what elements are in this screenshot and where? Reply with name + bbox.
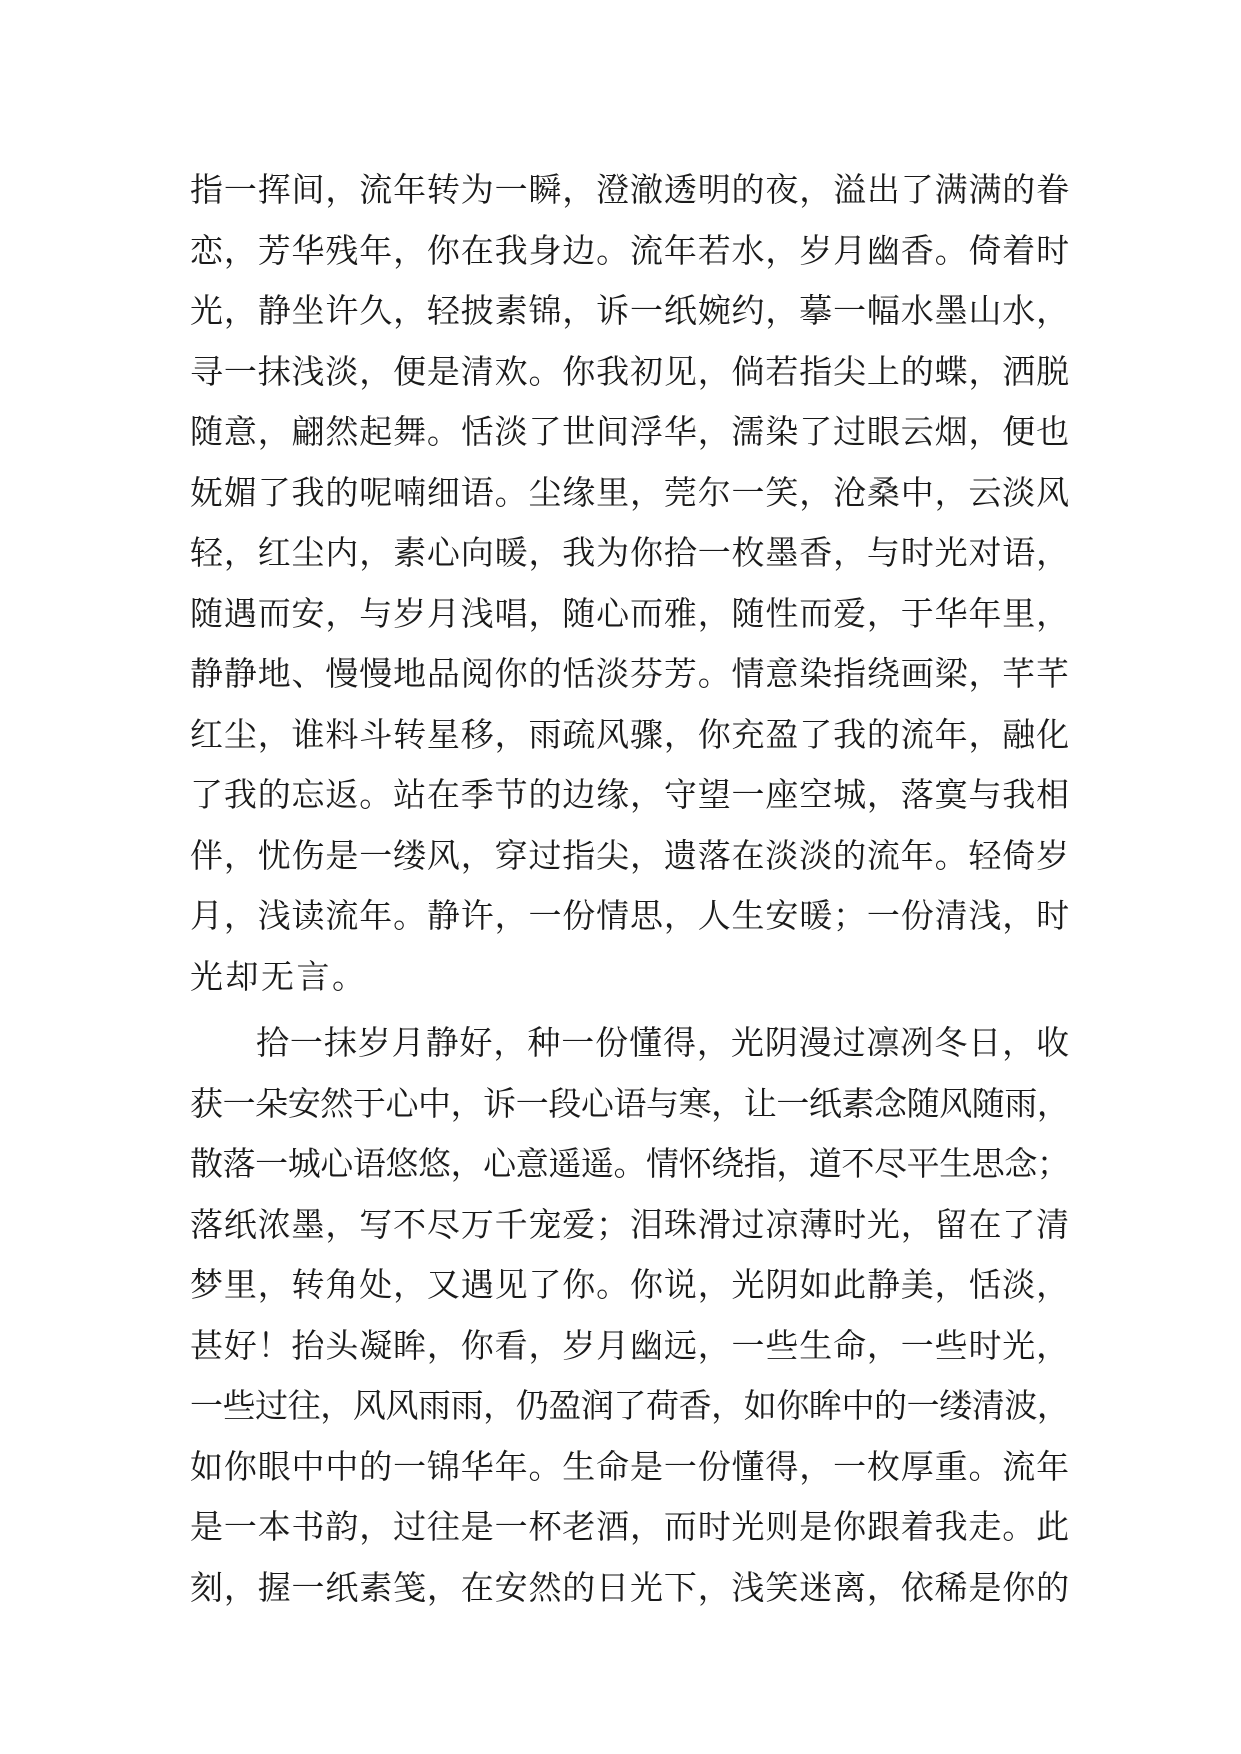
text-line: 指一挥间，流年转为一瞬，澄澈透明的夜，溢出了满满的眷 xyxy=(190,170,1070,209)
text-line: 妩媚了我的呢喃细语。尘缘里，莞尔一笑，沧桑中，云淡风 xyxy=(190,472,1070,512)
text-line: 光，静坐许久，轻披素锦，诉一纸婉约，摹一幅水墨山水， xyxy=(190,291,1070,330)
text-line: 红尘，谁料斗转星移，雨疏风骤，你充盈了我的流年，融化 xyxy=(190,714,1070,754)
text-line: 散落一城心语悠悠，心意遥遥。情怀绕指，道不尽平生思念； xyxy=(190,1144,1070,1183)
text-line: 落纸浓墨，写不尽万千宠爱；泪珠滑过凉薄时光，留在了清 xyxy=(190,1204,1070,1244)
text-line: 随意，翩然起舞。恬淡了世间浮华，濡染了过眼云烟，便也 xyxy=(190,412,1070,451)
text-line: 甚好！抬头凝眸，你看，岁月幽远，一些生命，一些时光， xyxy=(190,1325,1070,1365)
text-line: 轻，红尘内，素心向暖，我为你拾一枚墨香，与时光对语， xyxy=(190,533,1070,572)
body-text xyxy=(190,160,1070,1618)
text-line: 拾一抹岁月静好，种一份懂得，光阴漫过凛冽冬日，收 xyxy=(256,1023,1070,1062)
paragraph-1 xyxy=(190,160,1070,1007)
text-line: 月，浅读流年。静许，一份情思，人生安暖；一份清浅，时 xyxy=(190,896,1070,935)
paragraph-2 xyxy=(190,1013,1070,1618)
text-line: 梦里，转角处，又遇见了你。你说，光阴如此静美，恬淡， xyxy=(190,1265,1070,1304)
text-line: 获一朵安然于心中，诉一段心语与寒，让一纸素念随风随雨， xyxy=(190,1083,1070,1123)
text-line: 伴，忧伤是一缕风，穿过指尖，遗落在淡淡的流年。轻倚岁 xyxy=(190,835,1070,875)
text-line: 随遇而安，与岁月浅唱，随心而雅，随性而爱，于华年里， xyxy=(190,593,1070,633)
text-line: 了我的忘返。站在季节的边缘，守望一座空城，落寞与我相 xyxy=(190,775,1070,814)
text-line: 恋，芳华残年，你在我身边。流年若水，岁月幽香。倚着时 xyxy=(190,230,1070,270)
text-line: 光却无言。 xyxy=(190,956,368,996)
text-line: 静静地、慢慢地品阅你的恬淡芬芳。情意染指绕画梁，芊芊 xyxy=(190,654,1070,693)
text-line: 寻一抹浅淡，便是清欢。你我初见，倘若指尖上的蝶，洒脱 xyxy=(190,351,1070,391)
text-line: 刻，握一纸素笺，在安然的日光下，浅笑迷离，依稀是你的 xyxy=(190,1567,1070,1607)
text-line: 一些过往，风风雨雨，仍盈润了荷香，如你眸中的一缕清波， xyxy=(190,1386,1070,1425)
text-line: 是一本书韵，过往是一杯老酒，而时光则是你跟着我走。此 xyxy=(190,1507,1070,1546)
text-line: 如你眼中中的一锦华年。生命是一份懂得，一枚厚重。流年 xyxy=(190,1446,1070,1486)
